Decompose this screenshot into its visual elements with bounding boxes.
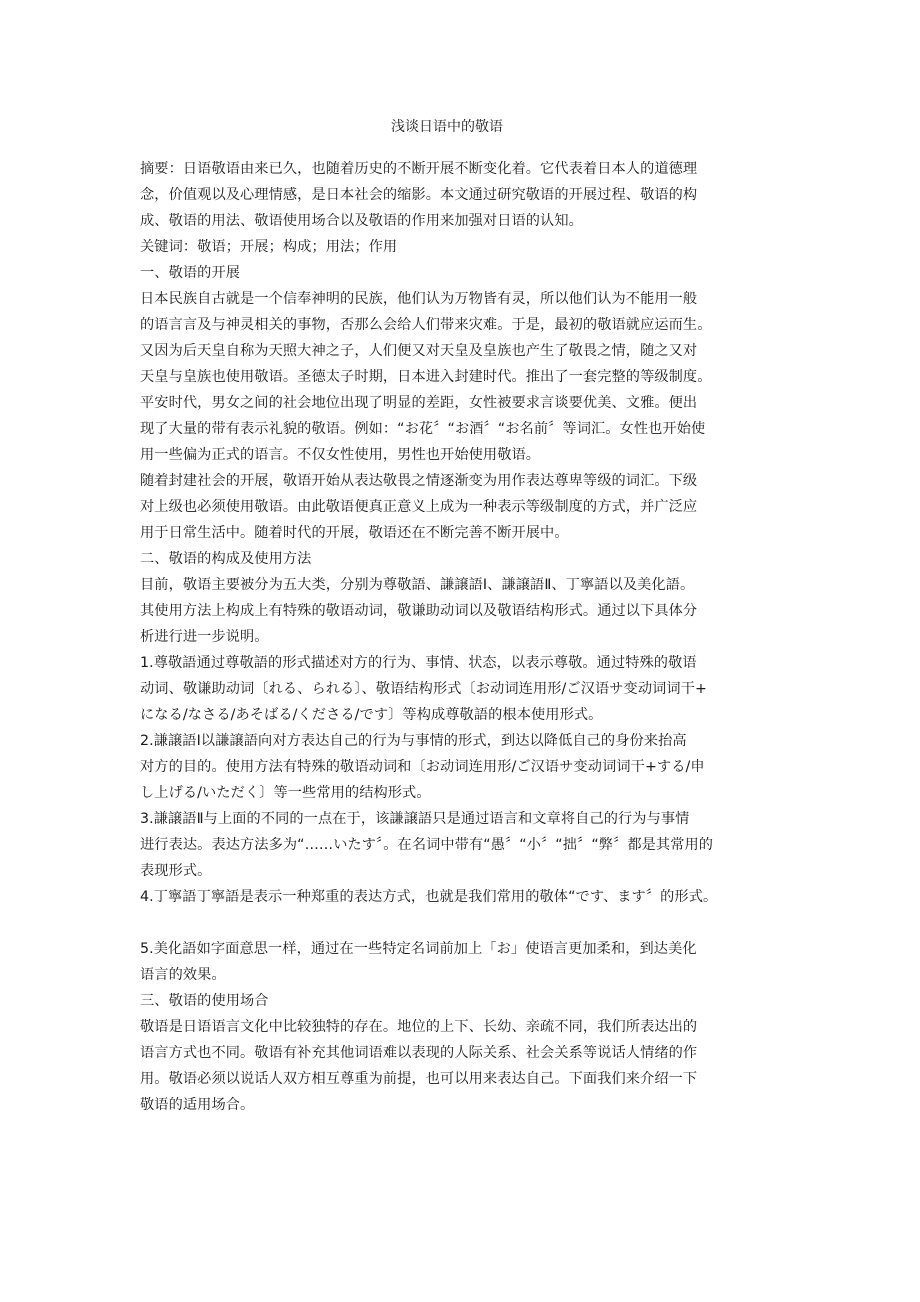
text-line: 摘要：日语敬语由来已久，也随着历史的不断开展不断变化着。它代表着日本人的道德理 — [140, 161, 698, 177]
text-line: 三、敬语的使用场合 — [140, 993, 269, 1009]
text-line: 日本民族自古就是一个信奉神明的民族，他们认为万物皆有灵，所以他们认为不能用一般 — [140, 291, 698, 307]
document-body — [140, 156, 790, 1118]
text-line: 动词、敬谦助动词〔れる、られる〕、敬语结构形式〔お动词连用形/ご汉语サ变动词词干+ — [140, 681, 707, 697]
text-line: 其使用方法上构成上有特殊的敬语动词，敬谦助动词以及敬语结构形式。通过以下具体分 — [140, 603, 698, 619]
blank-line — [140, 910, 790, 936]
text-line: 敬语的适用场合。 — [140, 1097, 255, 1113]
text-line: 对方的目的。使用方法有特殊的敬语动词和〔お动词连用形/ご汉语サ变动词词干+する/申 — [140, 759, 705, 775]
text-line: 成、敬语的用法、敬语使用场合以及敬语的作用来加强对日语的认知。 — [140, 213, 583, 229]
text-line: 敬语是日语语言文化中比较独特的存在。地位的上下、长幼、亲疏不同，我们所表达出的 — [140, 1019, 698, 1035]
text-line: 析进行进一步说明。 — [140, 629, 269, 645]
text-line: 表现形式。 — [140, 863, 212, 879]
document-title: 浅谈日语中的敬语 — [391, 119, 503, 135]
text-line: 现了大量的带有表示礼貌的敬语。例如：“お花〞“お酒〞“お名前〞等词汇。女性也开始使 — [140, 421, 706, 437]
text-line: 天皇与皇族也使用敬语。圣德太子时期，日本进入封建时代。推出了一套完整的等级制度。 — [140, 369, 712, 385]
text-line: し上げる/いただく〕等一些常用的结构形式。 — [140, 785, 431, 801]
text-line: 语言的效果。 — [140, 967, 226, 983]
text-line: 语言方式也不同。敬语有补充其他词语难以表现的人际关系、社会关系等说话人情绪的作 — [140, 1045, 698, 1061]
text-line: 目前，敬语主要被分为五大类，分别为尊敬語、謙譲語Ⅰ、謙譲語Ⅱ、丁寧語以及美化語。 — [140, 577, 695, 593]
text-line: 关键词：敬语；开展；构成；用法；作用 — [140, 239, 398, 255]
text-line: 用于日常生活中。随着时代的开展，敬语还在不断完善不断开展中。 — [140, 525, 569, 541]
text-line: 又因为后天皇自称为天照大神之子，人们便又对天皇及皇族也产生了敬畏之情，随之又对 — [140, 343, 698, 359]
text-line: 3.謙譲語Ⅱ与上面的不同的一点在于，该謙譲語只是通过语言和文章将自己的行为与事情 — [140, 811, 690, 827]
text-line: 平安时代，男女之间的社会地位出现了明显的差距，女性被要求言谈要优美、文雅。便出 — [140, 395, 698, 411]
text-line: 用。敬语必须以说话人双方相互尊重为前提，也可以用来表达自己。下面我们来介绍一下 — [140, 1071, 698, 1087]
text-line: 1.尊敬語通过尊敬語的形式描述对方的行为、事情、状态，以表示尊敬。通过特殊的敬语 — [140, 655, 697, 671]
text-line: 的语言言及与神灵相关的事物，否那么会给人们带来灾难。于是，最初的敬语就应运而生。 — [140, 317, 712, 333]
text-line: 随着封建社会的开展，敬语开始从表达敬畏之情逐渐变为用作表达尊卑等级的词汇。下级 — [140, 473, 698, 489]
text-line: 2.謙譲語Ⅰ以謙譲語向对方表达自己的行为与事情的形式，到达以降低自己的身份来抬高 — [140, 733, 687, 749]
text-line: 用一些偏为正式的语言。不仅女性使用，男性也开始使用敬语。 — [140, 447, 541, 463]
text-line: 一、敬语的开展 — [140, 265, 241, 281]
text-line: 念，价值观以及心理情感，是日本社会的缩影。本文通过研究敬语的开展过程、敬语的构 — [140, 187, 698, 203]
text-line: 4.丁寧語丁寧語是表示一种郑重的表达方式，也就是我们常用的敬体“です、ます〞的形式。 — [140, 889, 718, 905]
document-page — [140, 112, 790, 1118]
text-line: 进行表达。表达方法多为“……いたす〞。在名词中带有“愚〞“小〞“拙〞“弊〞都是其常用的 — [140, 837, 714, 853]
text-line: 对上级也必须使用敬语。由此敬语便真正意义上成为一种表示等级制度的方式，并广泛应 — [140, 499, 698, 515]
text-line: 二、敬语的构成及使用方法 — [140, 551, 312, 567]
text-line: になる/なさる/あそばる/くださる/です〕等构成尊敬語的根本使用形式。 — [140, 707, 603, 723]
text-line: 5.美化語如字面意思一样，通过在一些特定名词前加上「お」使语言更加柔和，到达美化 — [140, 941, 697, 957]
